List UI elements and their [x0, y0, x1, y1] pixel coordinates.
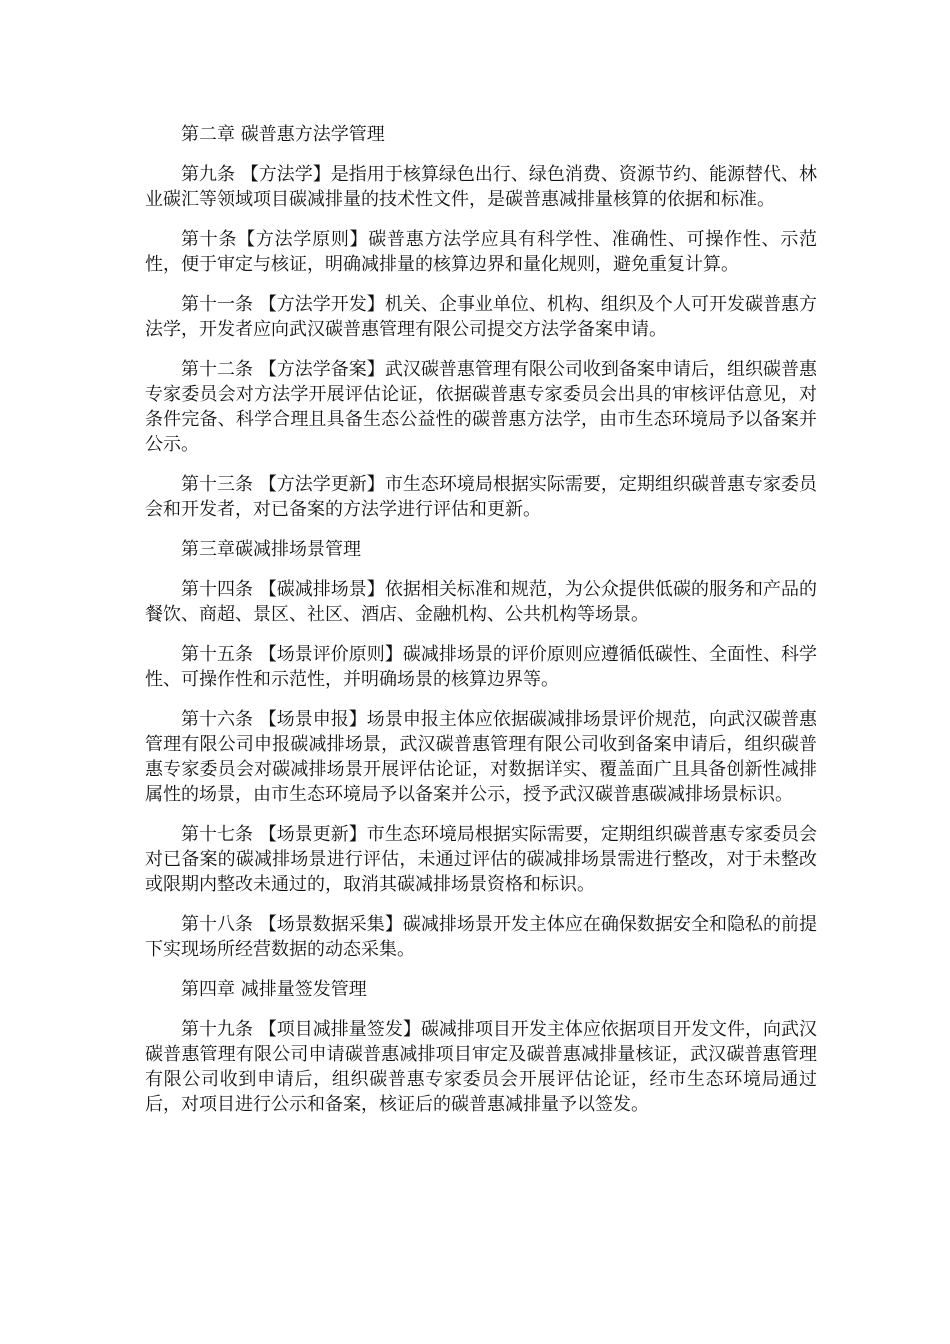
article-9: 第九条 【方法学】是指用于核算绿色出行、绿色消费、资源节约、能源替代、林业碳汇等领域项目碳减排量的技术性文件，是碳普惠减排量核算的依据和标准。 — [145, 164, 817, 210]
article-14: 第十四条 【碳减排场景】依据相关标准和规范，为公众提供低碳的服务和产品的餐饮、商超、景区、社区、酒店、金融机构、公共机构等场景。 — [145, 579, 817, 625]
article-17: 第十七条 【场景更新】市生态环境局根据实际需要，定期组织碳普惠专家委员会对已备案的碳减排场景进行评估，未通过评估的碳减排场景需进行整改，对于未整改或限期内整改未通过的，取消其碳减排场景资格和标识。 — [145, 824, 817, 895]
article-11: 第十一条 【方法学开发】机关、企事业单位、机构、组织及个人可开发碳普惠方法学，开发者应向武汉碳普惠管理有限公司提交方法学备案申请。 — [145, 294, 817, 340]
chapter-2-heading: 第二章 碳普惠方法学管理 — [181, 124, 385, 145]
chapter-4-heading: 第四章 减排量签发管理 — [181, 979, 367, 1000]
article-15: 第十五条 【场景评价原则】碳减排场景的评价原则应遵循低碳性、全面性、科学性、可操作性和示范性，并明确场景的核算边界等。 — [145, 644, 817, 690]
document-body — [145, 122, 817, 1132]
article-13: 第十三条 【方法学更新】市生态环境局根据实际需要，定期组织碳普惠专家委员会和开发者，对已备案的方法学进行评估和更新。 — [145, 474, 817, 520]
article-18: 第十八条 【场景数据采集】碳减排场景开发主体应在确保数据安全和隐私的前提下实现场所经营数据的动态采集。 — [145, 914, 817, 960]
article-16: 第十六条 【场景申报】场景申报主体应依据碳减排场景评价规范，向武汉碳普惠管理有限公司申报碳减排场景，武汉碳普惠管理有限公司收到备案申请后，组织碳普惠专家委员会对碳减排场景开展评估论证，对数据详实、覆盖面广且具备创新性减排属性的场景，由市生态环境局予以备案并公示，授予武汉碳普惠碳减排场景标识。 — [145, 709, 817, 805]
article-19: 第十九条 【项目减排量签发】碳减排项目开发主体应依据项目开发文件，向武汉碳普惠管理有限公司申请碳普惠减排项目审定及碳普惠减排量核证，武汉碳普惠管理有限公司收到申请后，组织碳普惠专家委员会开展评估论证，经市生态环境局通过后，对项目进行公示和备案，核证后的碳普惠减排量予以签发。 — [145, 1019, 817, 1115]
article-12: 第十二条 【方法学备案】武汉碳普惠管理有限公司收到备案申请后，组织碳普惠专家委员会对方法学开展评估论证，依据碳普惠专家委员会出具的审核评估意见，对条件完备、科学合理且具备生态公益性的碳普惠方法学，由市生态环境局予以备案并公示。 — [145, 359, 817, 455]
article-10: 第十条【方法学原则】碳普惠方法学应具有科学性、准确性、可操作性、示范性，便于审定与核证，明确减排量的核算边界和量化规则，避免重复计算。 — [145, 229, 817, 275]
chapter-3-heading: 第三章碳减排场景管理 — [181, 539, 361, 560]
